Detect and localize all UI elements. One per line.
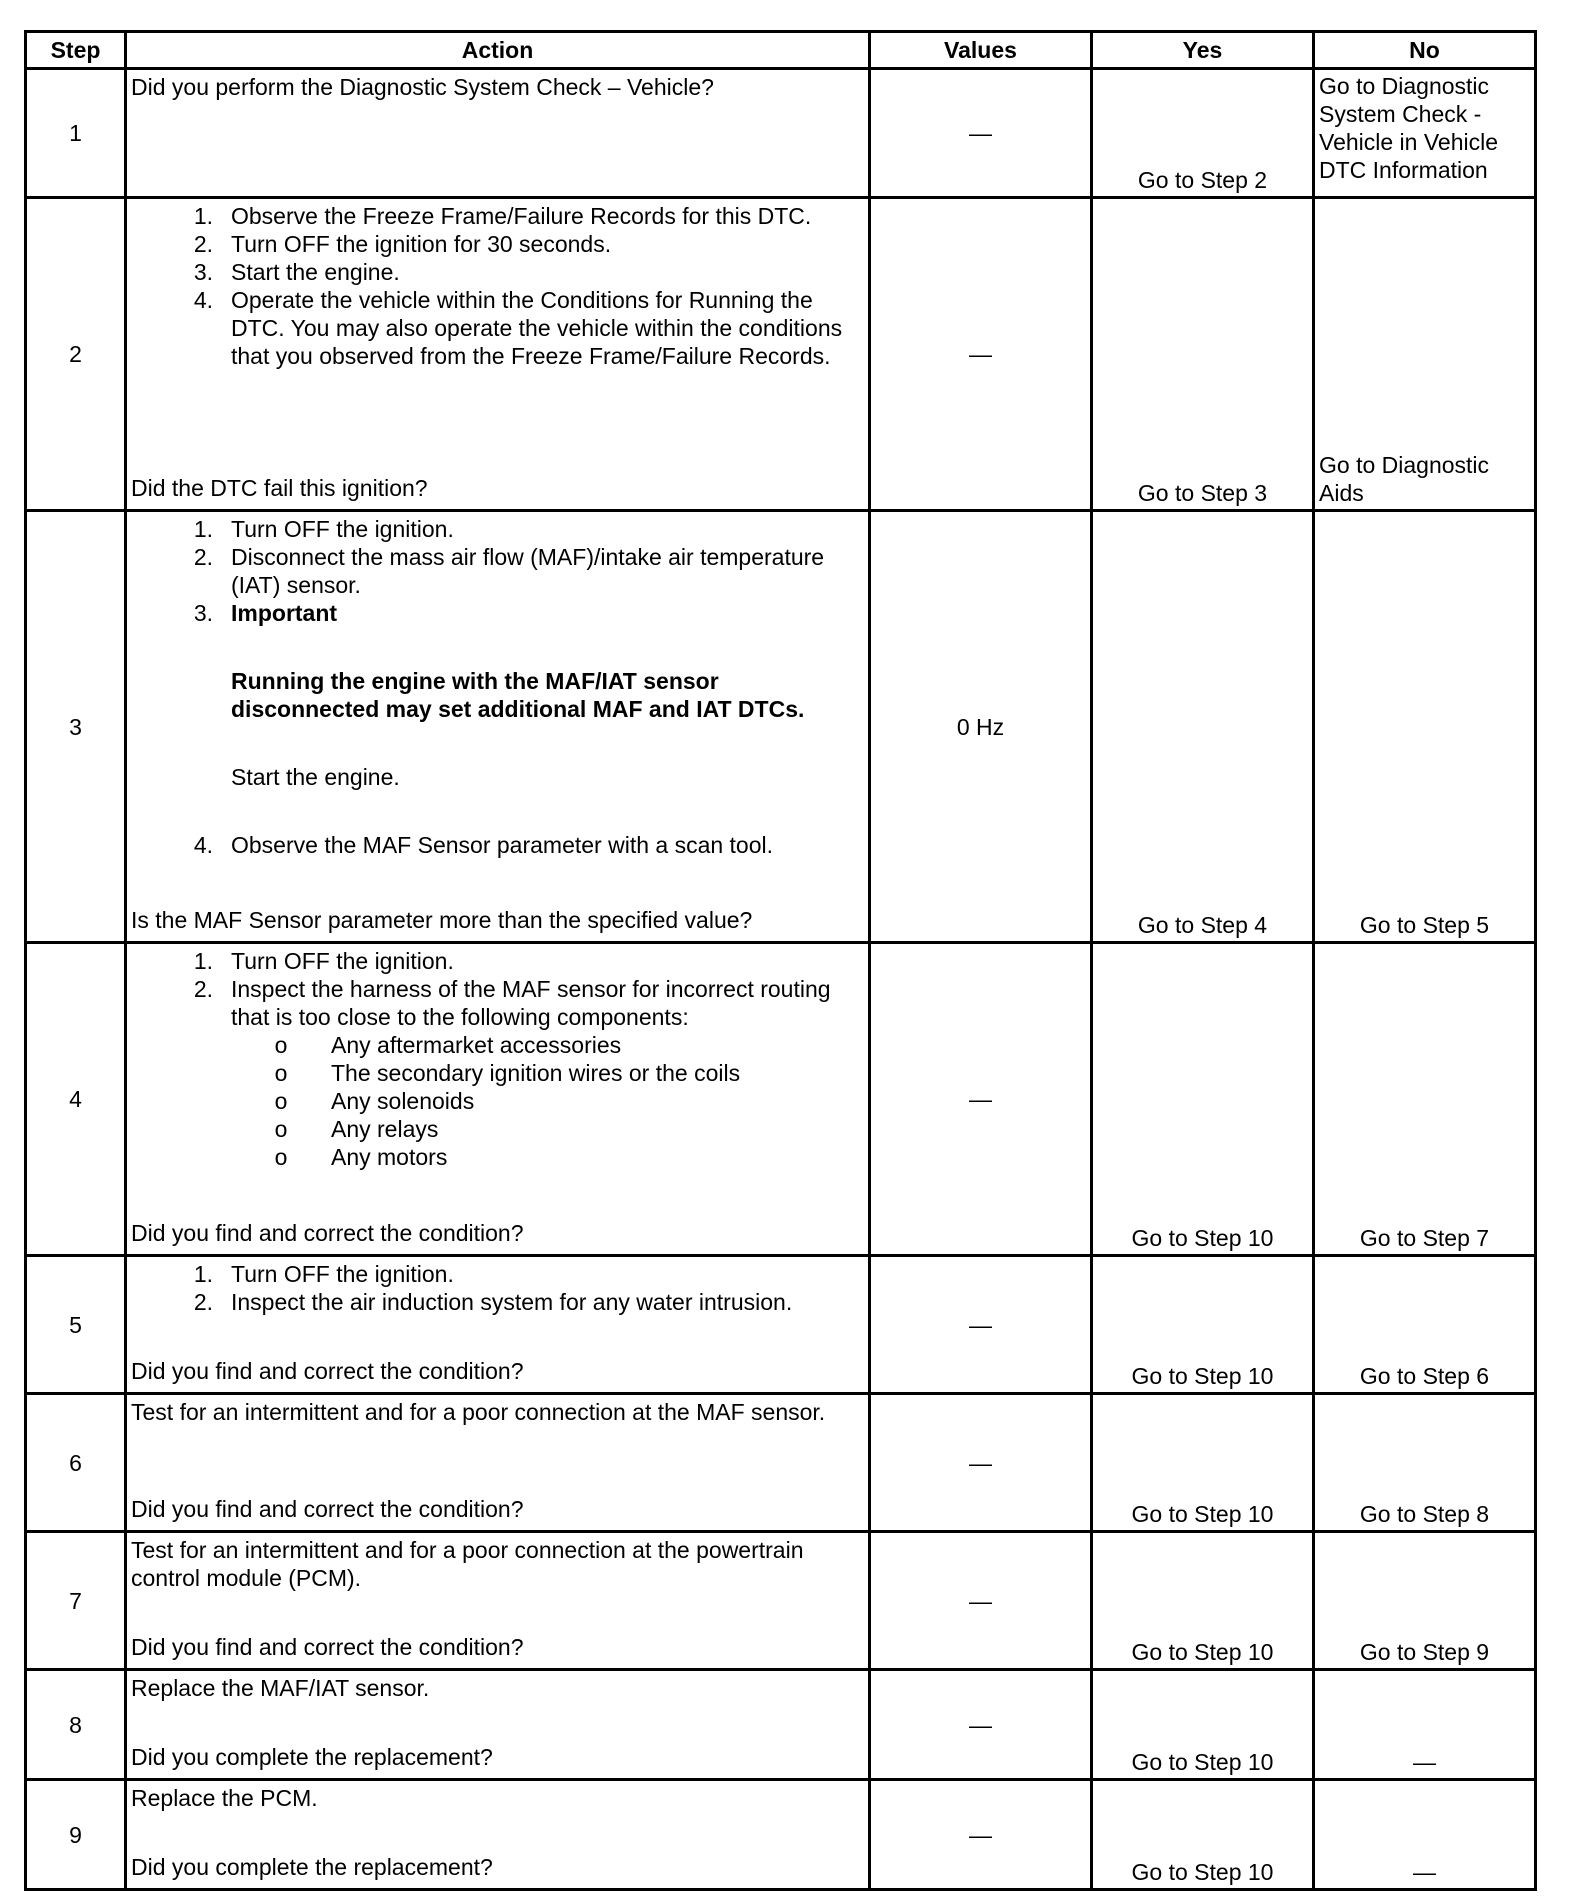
table-row — [26, 1780, 1536, 1890]
action-question: Did you find and correct the condition? — [131, 1220, 524, 1246]
action-steps — [131, 515, 864, 859]
list-item — [131, 258, 864, 286]
yes-text: Go to Step 10 — [1131, 1225, 1274, 1251]
item-text: Turn OFF the ignition. — [231, 948, 454, 974]
item-text: Turn OFF the ignition. — [231, 516, 454, 542]
action-cell — [126, 198, 870, 511]
yes-cell — [1092, 1256, 1314, 1394]
bullet-icon: o — [274, 1032, 288, 1058]
item-number: 1. — [193, 203, 213, 229]
step-number: 5 — [26, 1256, 126, 1394]
step-number: 4 — [26, 943, 126, 1256]
item-number: 4. — [193, 832, 213, 858]
step-number: 7 — [26, 1532, 126, 1670]
table-row — [26, 511, 1536, 943]
item-number: 3. — [193, 600, 213, 626]
header-row — [26, 32, 1536, 69]
action-question: Did the DTC fail this ignition? — [131, 475, 428, 501]
important-label: Important — [231, 600, 338, 626]
header-step: Step — [26, 32, 126, 69]
bullet-icon: o — [274, 1144, 288, 1170]
item-text: Operate the vehicle within the Conditions for Running the DTC. You may also operate the vehicle within the conditions that you observed from the Freeze Frame/Failure Records. — [231, 287, 843, 369]
value-cell: — — [870, 198, 1092, 511]
action-steps — [131, 1260, 864, 1316]
bullet-icon: o — [274, 1088, 288, 1114]
value-cell: 0 Hz — [870, 511, 1092, 943]
yes-text: Go to Step 4 — [1137, 912, 1268, 938]
no-cell — [1314, 1670, 1536, 1780]
bullet-text: Any aftermarket accessories — [331, 1032, 622, 1058]
action-question: Is the MAF Sensor parameter more than the specified value? — [131, 907, 753, 933]
action-question: Did you find and correct the condition? — [131, 1358, 524, 1384]
component-list — [231, 1031, 864, 1171]
no-text: Go to Step 9 — [1359, 1639, 1490, 1665]
action-text: Did you perform the Diagnostic System Check – Vehicle? — [131, 74, 714, 100]
list-item — [131, 1260, 864, 1288]
action-question: Did you find and correct the condition? — [131, 1496, 524, 1522]
item-text: Observe the Freeze Frame/Failure Records for this DTC. — [231, 203, 812, 229]
bullet-text: The secondary ignition wires or the coils — [331, 1060, 741, 1086]
no-cell — [1314, 1394, 1536, 1532]
action-steps — [131, 202, 864, 370]
yes-text: Go to Step 3 — [1137, 480, 1268, 506]
list-item — [131, 975, 864, 1031]
yes-text: Go to Step 10 — [1131, 1749, 1274, 1775]
value-cell: — — [870, 1780, 1092, 1890]
item-text: Turn OFF the ignition for 30 seconds. — [231, 231, 612, 257]
list-item — [231, 1087, 864, 1115]
item-number: 1. — [193, 948, 213, 974]
no-cell — [1314, 198, 1536, 511]
yes-text: Go to Step 10 — [1131, 1363, 1274, 1389]
bullet-text: Any motors — [331, 1144, 448, 1170]
yes-cell — [1092, 1670, 1314, 1780]
step-number: 8 — [26, 1670, 126, 1780]
yes-cell — [1092, 943, 1314, 1256]
item-number: 1. — [193, 516, 213, 542]
step-number: 2 — [26, 198, 126, 511]
value-cell: — — [870, 943, 1092, 1256]
list-item — [131, 515, 864, 543]
list-item — [231, 1031, 864, 1059]
yes-text: Go to Step 2 — [1137, 167, 1268, 193]
bullet-icon: o — [274, 1060, 288, 1086]
item-number: 1. — [193, 1261, 213, 1287]
value-cell: — — [870, 69, 1092, 198]
yes-text: Go to Step 10 — [1131, 1501, 1274, 1527]
no-cell — [1314, 1256, 1536, 1394]
yes-text: Go to Step 10 — [1131, 1859, 1274, 1885]
action-cell — [126, 943, 870, 1256]
action-cell — [126, 1394, 870, 1532]
yes-text: Go to Step 10 — [1131, 1639, 1274, 1665]
no-text: Go to Step 7 — [1359, 1225, 1490, 1251]
step-number: 1 — [26, 69, 126, 198]
action-text: Test for an intermittent and for a poor connection at the powertrain control module (PCM). — [131, 1537, 804, 1591]
item-number: 3. — [193, 259, 213, 285]
yes-cell — [1092, 198, 1314, 511]
step-number: 9 — [26, 1780, 126, 1890]
item-text: Turn OFF the ignition. — [231, 1261, 454, 1287]
header-yes: Yes — [1092, 32, 1314, 69]
item-number: 2. — [193, 976, 213, 1002]
table-row — [26, 943, 1536, 1256]
bullet-icon: o — [274, 1116, 288, 1142]
item-text: Disconnect the mass air flow (MAF)/intake air temperature (IAT) sensor. — [231, 544, 825, 598]
item-text: Start the engine. — [231, 259, 400, 285]
item-number: 4. — [193, 287, 213, 313]
no-text: Go to Step 5 — [1359, 912, 1490, 938]
header-values: Values — [870, 32, 1092, 69]
no-text: Go to Step 8 — [1359, 1501, 1490, 1527]
item-number: 2. — [193, 231, 213, 257]
bullet-text: Any relays — [331, 1116, 439, 1142]
yes-cell — [1092, 1780, 1314, 1890]
yes-cell — [1092, 1532, 1314, 1670]
list-item — [131, 947, 864, 975]
table-row — [26, 1394, 1536, 1532]
table-row — [26, 1256, 1536, 1394]
no-text: Go to Diagnostic Aids — [1319, 452, 1490, 506]
list-item — [131, 831, 864, 859]
list-item — [231, 1059, 864, 1087]
list-item — [131, 599, 864, 831]
list-item — [131, 202, 864, 230]
item-number: 2. — [193, 1289, 213, 1315]
list-item — [131, 230, 864, 258]
header-no: No — [1314, 32, 1536, 69]
no-cell — [1314, 1532, 1536, 1670]
action-steps — [131, 947, 864, 1031]
table-row — [26, 1532, 1536, 1670]
item-text: Inspect the harness of the MAF sensor for incorrect routing that is too close to the following components: — [231, 976, 831, 1030]
item-number: 2. — [193, 544, 213, 570]
step-number: 6 — [26, 1394, 126, 1532]
diagnostic-table — [24, 30, 1537, 1891]
step-number: 3 — [26, 511, 126, 943]
list-item — [231, 1143, 864, 1171]
header-action: Action — [126, 32, 870, 69]
no-text: — — [1413, 1749, 1436, 1775]
action-text: Replace the PCM. — [131, 1785, 318, 1811]
no-text: Go to Step 6 — [1359, 1363, 1490, 1389]
item-text — [231, 599, 864, 831]
action-cell — [126, 511, 870, 943]
table-row — [26, 69, 1536, 198]
no-cell — [1314, 69, 1536, 198]
action-question: Did you complete the replacement? — [131, 1744, 493, 1770]
action-text: Replace the MAF/IAT sensor. — [131, 1675, 430, 1701]
action-question: Did you find and correct the condition? — [131, 1634, 524, 1660]
no-cell — [1314, 1780, 1536, 1890]
action-question: Did you complete the replacement? — [131, 1854, 493, 1880]
value-cell: — — [870, 1532, 1092, 1670]
important-note: Running the engine with the MAF/IAT sensor disconnected may set additional MAF and IAT DTCs. — [231, 668, 805, 722]
item-text: Observe the MAF Sensor parameter with a scan tool. — [231, 832, 774, 858]
yes-cell — [1092, 511, 1314, 943]
list-item — [231, 1115, 864, 1143]
list-item — [131, 1288, 864, 1316]
step3-followup: Start the engine. — [231, 764, 400, 790]
table-row — [26, 198, 1536, 511]
table-row — [26, 1670, 1536, 1780]
list-item — [131, 286, 864, 370]
no-cell — [1314, 511, 1536, 943]
value-cell: — — [870, 1256, 1092, 1394]
no-text: — — [1413, 1859, 1436, 1885]
value-cell: — — [870, 1394, 1092, 1532]
value-cell: — — [870, 1670, 1092, 1780]
action-text: Test for an intermittent and for a poor connection at the MAF sensor. — [131, 1399, 826, 1425]
action-cell — [126, 69, 870, 198]
no-cell — [1314, 943, 1536, 1256]
action-cell — [126, 1256, 870, 1394]
no-text: Go to Diagnostic System Check - Vehicle in Vehicle DTC Information — [1319, 73, 1499, 183]
yes-cell — [1092, 69, 1314, 198]
list-item — [131, 543, 864, 599]
action-cell — [126, 1670, 870, 1780]
yes-cell — [1092, 1394, 1314, 1532]
item-text: Inspect the air induction system for any water intrusion. — [231, 1289, 793, 1315]
action-cell — [126, 1780, 870, 1890]
bullet-text: Any solenoids — [331, 1088, 475, 1114]
action-cell — [126, 1532, 870, 1670]
